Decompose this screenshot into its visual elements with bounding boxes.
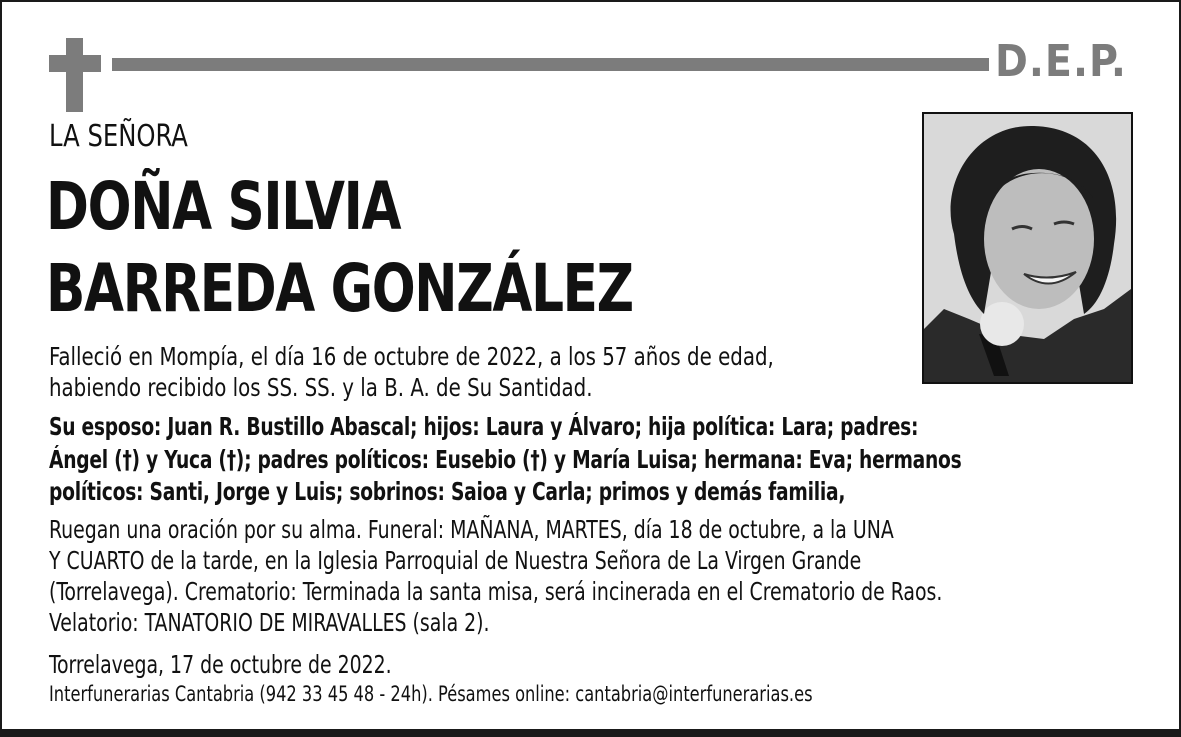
service-line: (Torrelavega). Crematorio: Terminada la santa misa, será incinerada en el Crematorio de Raos. <box>49 577 943 606</box>
header-rule <box>112 58 989 71</box>
family-line: políticos: Santi, Jorge y Luis; sobrinos: Saioa y Carla; primos y demás familia, <box>49 477 846 506</box>
death-notice-line: Falleció en Mompía, el día 16 de octubre de 2022, a los 57 años de edad, <box>49 342 774 371</box>
dep-label: D.E.P. <box>995 36 1127 87</box>
family-line: Ángel (†) y Yuca (†); padres políticos: Eusebio (†) y María Luisa; hermana: Eva; hermanos <box>49 445 962 474</box>
funeral-home-contact: Interfunerarias Cantabria (942 33 45 48 - 24h). Pésames online: cantabria@interfunerarias.es <box>49 682 813 706</box>
deceased-name-line2: BARREDA GONZÁLEZ <box>46 250 633 327</box>
title-prefix: LA SEÑORA <box>49 119 188 154</box>
cross-icon <box>49 38 101 112</box>
portrait-illustration <box>924 114 1131 382</box>
death-notice-line: habiendo recibido los SS. SS. y la B. A. de Su Santidad. <box>49 373 593 402</box>
family-line: Su esposo: Juan R. Bustillo Abascal; hijos: Laura y Álvaro; hija política: Lara; padres: <box>49 412 919 441</box>
service-line: Y CUARTO de la tarde, en la Iglesia Parroquial de Nuestra Señora de La Virgen Grande <box>49 546 862 575</box>
service-line: Ruegan una oración por su alma. Funeral: MAÑANA, MARTES, día 18 de octubre, a la UNA <box>49 515 894 544</box>
place-date: Torrelavega, 17 de octubre de 2022. <box>49 650 392 679</box>
portrait-photo <box>922 112 1133 384</box>
service-line: Velatorio: TANATORIO DE MIRAVALLES (sala 2). <box>49 608 490 637</box>
deceased-name-line1: DOÑA SILVIA <box>46 168 401 245</box>
